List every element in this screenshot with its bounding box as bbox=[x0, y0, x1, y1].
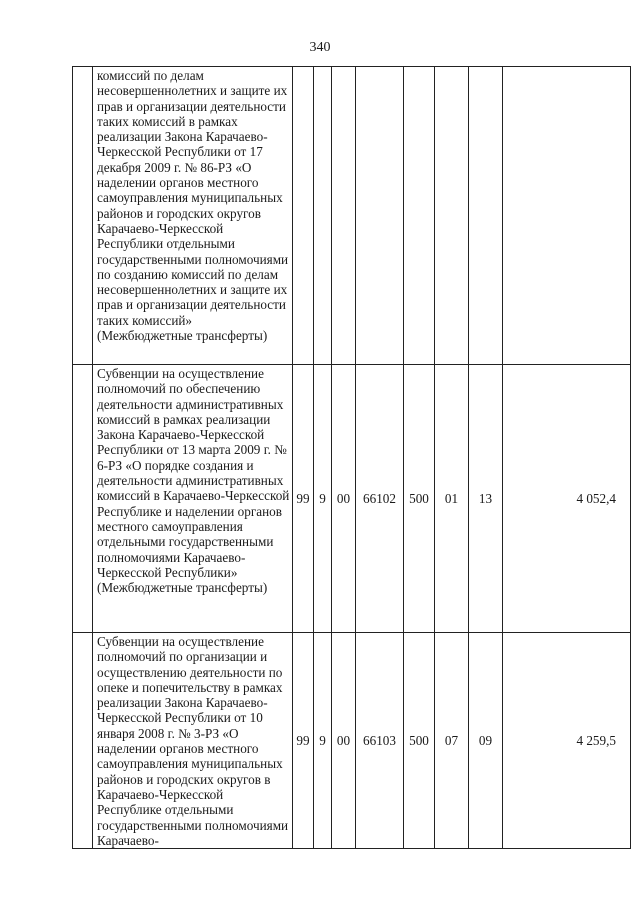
code-cell bbox=[404, 67, 435, 365]
code-cell bbox=[435, 67, 469, 365]
amount-cell bbox=[503, 67, 631, 365]
code-cell: 99 bbox=[293, 365, 314, 633]
code-cell bbox=[332, 67, 356, 365]
amount-cell: 4 259,5 bbox=[503, 633, 631, 849]
code-cell: 66102 bbox=[356, 365, 404, 633]
code-cell: 500 bbox=[404, 365, 435, 633]
code-cell bbox=[293, 67, 314, 365]
table-row bbox=[73, 67, 631, 365]
code-cell: 99 bbox=[293, 633, 314, 849]
table-row bbox=[73, 365, 631, 633]
code-cell: 500 bbox=[404, 633, 435, 849]
row-number-cell bbox=[73, 633, 93, 849]
code-cell: 13 bbox=[469, 365, 503, 633]
code-cell bbox=[469, 67, 503, 365]
code-cell: 9 bbox=[314, 365, 332, 633]
code-cell: 09 bbox=[469, 633, 503, 849]
code-cell: 07 bbox=[435, 633, 469, 849]
row-number-cell bbox=[73, 67, 93, 365]
budget-table bbox=[72, 66, 631, 849]
row-number-cell bbox=[73, 365, 93, 633]
code-cell bbox=[356, 67, 404, 365]
table-row bbox=[73, 633, 631, 849]
code-cell: 66103 bbox=[356, 633, 404, 849]
code-cell: 9 bbox=[314, 633, 332, 849]
amount-cell: 4 052,4 bbox=[503, 365, 631, 633]
page-number: 340 bbox=[309, 40, 331, 55]
code-cell: 00 bbox=[332, 365, 356, 633]
code-cell: 00 bbox=[332, 633, 356, 849]
code-cell bbox=[314, 67, 332, 365]
item-description: Субвенции на осуществление полномочий по организации и осуществлению деятельности по опеке и попечительству в рамках реализации Закона Карачаево-Черкесской Республики от 10 января 2008 г. № 3-РЗ «О наделении органов местного самоуправления муниципальных районов и городских округов в Карачаево-Черкесской Республике отдельными государственными полномочиями Карачаево- bbox=[93, 633, 293, 849]
code-cell: 01 bbox=[435, 365, 469, 633]
item-description: комиссий по делам несовершеннолетних и защите их прав и организации деятельности таких комиссий в рамках реализации Закона Карачаево-Черкесской Республики от 17 декабря 2009 г. № 86-РЗ «О наделении органов местного самоуправления муниципальных районов и городских округов Карачаево-Черкесской Республики отдельными государственными полномочиями по созданию комиссий по делам несовершеннолетних и защите их прав и организации деятельности таких комиссий» (Межбюджетные трансферты) bbox=[93, 67, 293, 365]
item-description: Субвенции на осуществление полномочий по обеспечению деятельности административных комиссий в рамках реализации Закона Карачаево-Черкесской Республики от 13 марта 2009 г. № 6-РЗ «О порядке создания и деятельности административных комиссий в Карачаево-Черкесской Республике и наделении органов местного самоуправления отдельными государственными полномочиями Карачаево-Черкесской Республики» (Межбюджетные трансферты) bbox=[93, 365, 293, 633]
